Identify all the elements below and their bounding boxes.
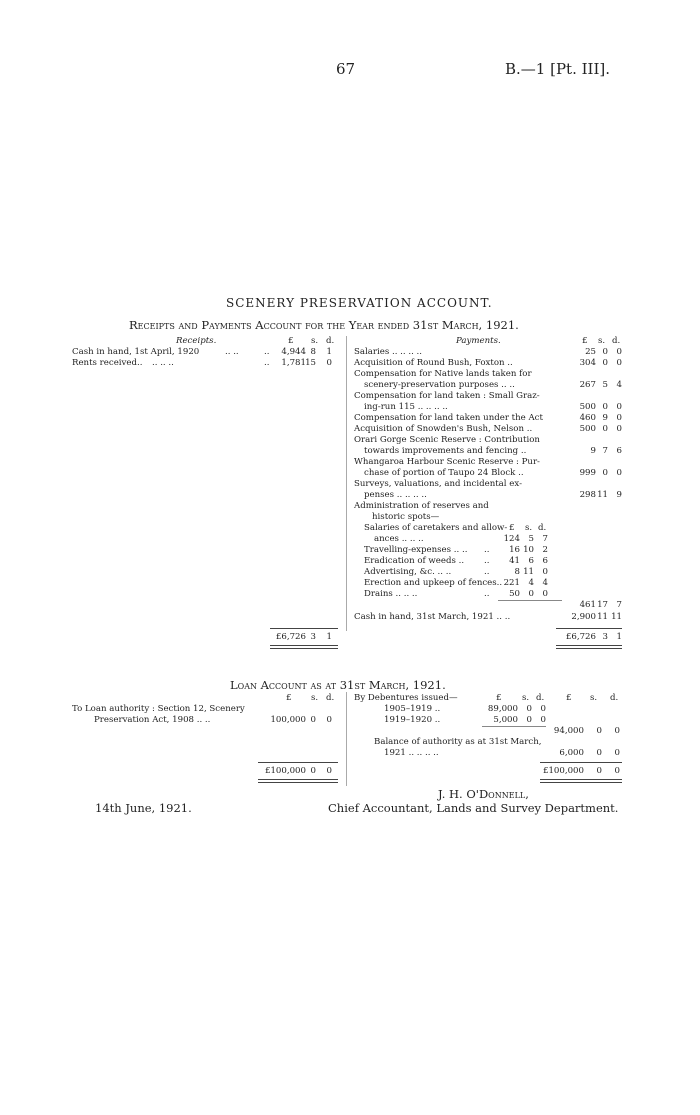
cash-end-shillings: 11	[597, 612, 608, 622]
signatory-position: Chief Accountant, Lands and Survey Department.	[328, 801, 619, 815]
admin-item-pence: 0	[542, 589, 548, 599]
debenture-pounds: 89,000	[487, 704, 518, 714]
admin-d-head: d.	[538, 523, 547, 533]
receipts-total-pounds: £6,726	[275, 632, 306, 642]
loan-right-total-pence: 0	[614, 766, 620, 776]
admin-item-shillings: 11	[523, 567, 534, 577]
payments-d-head: d.	[612, 336, 621, 346]
admin-item-pounds: 8	[514, 567, 520, 577]
admin-subtotal-rule	[498, 600, 562, 601]
payment-label: Whangaroa Harbour Scenic Reserve : Pur-	[354, 457, 540, 467]
debenture-pence: 0	[540, 704, 546, 714]
balance-shillings: 0	[596, 748, 602, 758]
admin-item-label: Drains .. .. ..	[364, 589, 418, 599]
cash-end-pence: 11	[611, 612, 622, 622]
payment-shillings: 5	[602, 380, 608, 390]
admin-total-pence: 7	[616, 600, 622, 610]
admin-item-pounds: 124	[503, 534, 520, 544]
cash-end-pounds: 2,900	[571, 612, 596, 622]
payments-pound-head: £	[582, 336, 588, 346]
payment-label-cont: ing-run 115 .. .. .. ..	[364, 402, 448, 412]
payment-pounds: 460	[579, 413, 596, 423]
payment-pounds: 500	[579, 424, 596, 434]
payment-label-cont: scenery-preservation purposes .. ..	[364, 380, 515, 390]
debentures-subtotal-rule	[482, 726, 546, 727]
balance-label-cont: 1921 .. .. .. ..	[384, 748, 439, 758]
debentures-s-head: s.	[522, 693, 530, 703]
payments-total-pounds: £6,726	[565, 632, 596, 642]
debentures-total-pounds: 94,000	[553, 726, 584, 736]
receipt-pounds: 4,944	[281, 347, 306, 357]
payment-pounds: 999	[579, 468, 596, 478]
payment-pounds: 267	[579, 380, 596, 390]
balance-pounds: 6,000	[559, 748, 584, 758]
admin-item-shillings: 5	[528, 534, 534, 544]
page-number: 67	[336, 60, 356, 78]
scenery-account-title: SCENERY PRESERVATION ACCOUNT.	[226, 296, 493, 310]
admin-item-label: Travelling-expenses .. ..	[364, 545, 468, 555]
receipts-s-head: s.	[311, 336, 319, 346]
payments-s-head: s.	[598, 336, 606, 346]
payment-pence: 0	[616, 413, 622, 423]
loan-right-total-underline	[540, 779, 622, 780]
loan-left-total-shillings: 0	[310, 766, 316, 776]
receipts-total-underline	[270, 645, 338, 646]
loan-account-title: Loan Account as at 31st March, 1921.	[230, 678, 446, 692]
payment-label: Surveys, valuations, and incidental ex-	[354, 479, 522, 489]
receipt-pence: 1	[326, 347, 332, 357]
payment-shillings: 0	[602, 402, 608, 412]
payments-total-shillings: 3	[602, 632, 608, 642]
payment-pounds: 25	[585, 347, 596, 357]
admin-item-pounds: 16	[509, 545, 520, 555]
receipt-shillings: 8	[310, 347, 316, 357]
payment-pence: 6	[616, 446, 622, 456]
admin-heading-cont: historic spots—	[372, 512, 440, 522]
receipts-pound-head: £	[288, 336, 294, 346]
admin-item-pence: 0	[542, 567, 548, 577]
payment-label-cont: chase of portion of Taupo 24 Block ..	[364, 468, 524, 478]
loan-right-d-head: d.	[610, 693, 619, 703]
loan-left-total-pence: 0	[326, 766, 332, 776]
payment-label: Orari Gorge Scenic Reserve : Contribution	[354, 435, 540, 445]
loan-authority-label: To Loan authority : Section 12, Scenery	[72, 704, 245, 714]
receipts-total-rule	[270, 628, 338, 629]
admin-item-pounds: 221	[503, 578, 520, 588]
admin-item-shillings: 0	[528, 589, 534, 599]
receipts-header: Receipts.	[176, 336, 217, 346]
loan-column-divider	[346, 692, 347, 786]
payment-shillings: 11	[597, 490, 608, 500]
payment-pence: 0	[616, 424, 622, 434]
loan-left-total-rule	[258, 762, 338, 763]
admin-item-shillings: 4	[528, 578, 534, 588]
signatory-name: J. H. O'Donnell,	[438, 787, 529, 801]
loan-authority-shillings: 0	[310, 715, 316, 725]
receipt-pounds: 1,781	[281, 358, 306, 368]
admin-item-label: Salaries of caretakers and allow-	[364, 523, 508, 533]
payment-label: Acquisition of Round Bush, Foxton ..	[354, 358, 513, 368]
receipt-shillings: 15	[305, 358, 316, 368]
debentures-total-pence: 0	[614, 726, 620, 736]
admin-item-pence: 2	[542, 545, 548, 555]
payment-shillings: 0	[602, 468, 608, 478]
admin-item-shillings: 6	[528, 556, 534, 566]
receipt-label: Rents received..	[72, 358, 143, 368]
debenture-pence: 0	[540, 715, 546, 725]
admin-item-pence: 7	[542, 534, 548, 544]
admin-item-pounds: 50	[509, 589, 520, 599]
admin-total-shillings: 17	[597, 600, 608, 610]
payment-label-cont: penses .. .. .. ..	[364, 490, 427, 500]
payments-total-underline	[556, 645, 622, 646]
balance-label: Balance of authority as at 31st March,	[374, 737, 542, 747]
admin-item-pence: 6	[542, 556, 548, 566]
receipt-leader: .. ..	[225, 347, 239, 357]
loan-right-total-shillings: 0	[596, 766, 602, 776]
loan-pound-head: £	[286, 693, 292, 703]
payment-label: Acquisition of Snowden's Bush, Nelson ..	[354, 424, 533, 434]
debenture-label: 1919–1920 ..	[384, 715, 441, 725]
admin-total-pounds: 461	[579, 600, 596, 610]
payment-pence: 0	[616, 402, 622, 412]
loan-right-pound-head: £	[566, 693, 572, 703]
debentures-heading: By Debentures issued—	[354, 693, 458, 703]
loan-d-head: d.	[326, 693, 335, 703]
payment-pence: 0	[616, 347, 622, 357]
loan-left-total-pounds: £100,000	[264, 766, 306, 776]
loan-right-total-pounds: £100,000	[542, 766, 584, 776]
debenture-shillings: 0	[526, 715, 532, 725]
loan-left-total-underline	[258, 779, 338, 780]
loan-s-head: s.	[311, 693, 319, 703]
payment-shillings: 0	[602, 424, 608, 434]
payment-shillings: 7	[602, 446, 608, 456]
payment-pence: 0	[616, 358, 622, 368]
receipt-pence: 0	[326, 358, 332, 368]
scenery-account-subtitle: Receipts and Payments Account for the Year ended 31st March, 1921.	[129, 318, 519, 332]
payment-pounds: 304	[579, 358, 596, 368]
debentures-d-head: d.	[536, 693, 545, 703]
payment-label: Salaries .. .. .. ..	[354, 347, 423, 357]
cash-end-label: Cash in hand, 31st March, 1921 .. ..	[354, 612, 511, 622]
loan-authority-pounds: 100,000	[270, 715, 306, 725]
payment-shillings: 0	[602, 347, 608, 357]
payment-pounds: 500	[579, 402, 596, 412]
payments-total-pence: 1	[616, 632, 622, 642]
receipts-total-pence: 1	[326, 632, 332, 642]
balance-pence: 0	[614, 748, 620, 758]
loan-authority-pence: 0	[326, 715, 332, 725]
loan-right-s-head: s.	[590, 693, 598, 703]
payment-pounds: 298	[579, 490, 596, 500]
admin-item-pence: 4	[542, 578, 548, 588]
admin-item-pounds: 41	[509, 556, 520, 566]
payment-pence: 0	[616, 468, 622, 478]
payment-label: Compensation for land taken : Small Graz-	[354, 391, 540, 401]
receipts-total-shillings: 3	[310, 632, 316, 642]
receipt-leader: .. .. ..	[152, 358, 174, 368]
debenture-shillings: 0	[526, 704, 532, 714]
payment-pence: 4	[616, 380, 622, 390]
payment-shillings: 0	[602, 358, 608, 368]
receipt-label: Cash in hand, 1st April, 1920	[72, 347, 200, 357]
admin-pound-head: £	[509, 523, 515, 533]
loan-authority-label-cont: Preservation Act, 1908 .. ..	[94, 715, 211, 725]
payment-shillings: 9	[602, 413, 608, 423]
payments-total-rule	[556, 628, 622, 629]
payment-label: Compensation for Native lands taken for	[354, 369, 532, 379]
debenture-label: 1905–1919 ..	[384, 704, 441, 714]
scenery-column-divider	[346, 336, 347, 631]
admin-heading: Administration of reserves and	[354, 501, 489, 511]
receipts-d-head: d.	[326, 336, 335, 346]
admin-item-label: Erection and upkeep of fences..	[364, 578, 503, 588]
admin-item-shillings: 10	[523, 545, 534, 555]
payment-label: Compensation for land taken under the Act	[354, 413, 543, 423]
loan-right-total-rule	[540, 762, 622, 763]
admin-item-label-cont: ances .. .. ..	[374, 534, 424, 544]
payments-header: Payments.	[456, 336, 501, 346]
admin-s-head: s.	[525, 523, 533, 533]
admin-item-label: Advertising, &c. .. ..	[364, 567, 452, 577]
debenture-pounds: 5,000	[493, 715, 518, 725]
debentures-pound-head: £	[496, 693, 502, 703]
signature-date: 14th June, 1921.	[95, 801, 192, 815]
payment-pence: 9	[616, 490, 622, 500]
payment-pounds: 9	[590, 446, 596, 456]
debentures-total-shillings: 0	[596, 726, 602, 736]
document-reference: B.—1 [Pt. III].	[505, 60, 611, 78]
admin-item-label: Eradication of weeds ..	[364, 556, 465, 566]
payment-label-cont: towards improvements and fencing ..	[364, 446, 527, 456]
